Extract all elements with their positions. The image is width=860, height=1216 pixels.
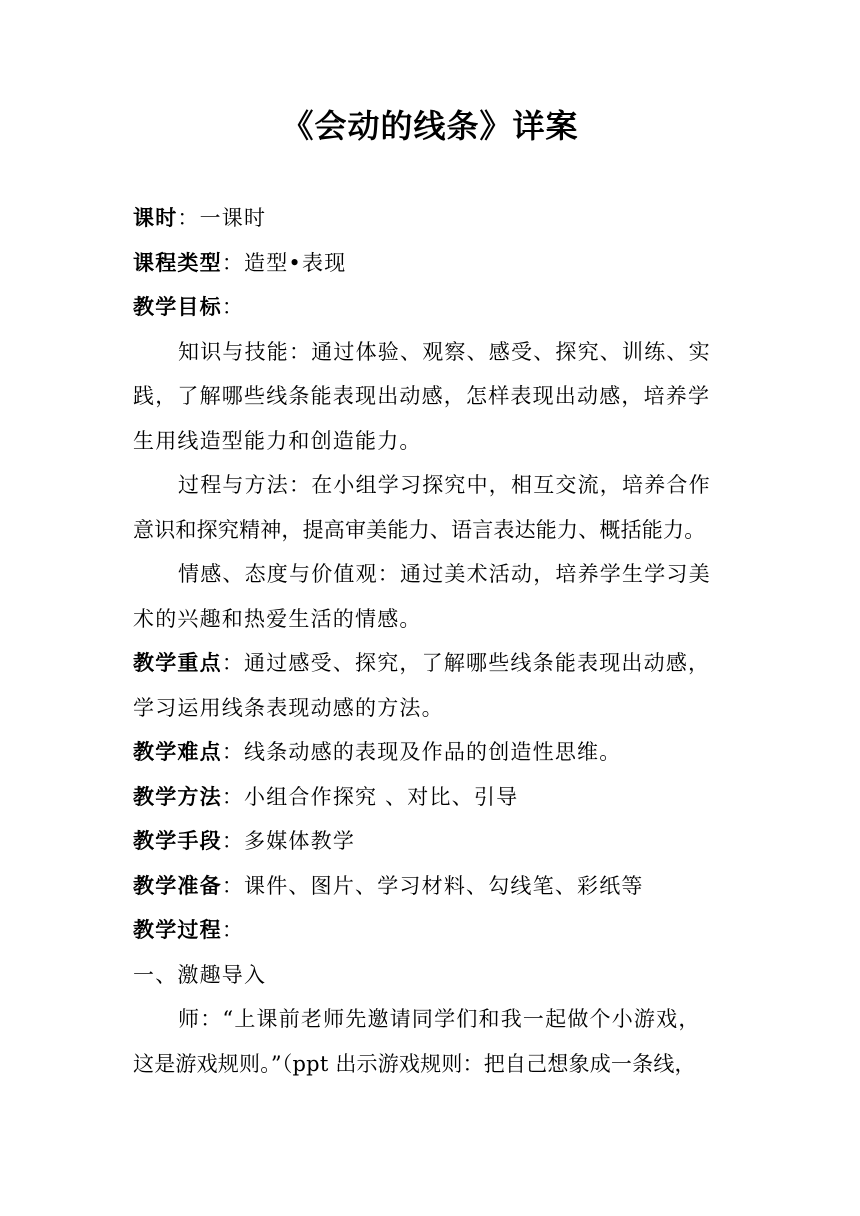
means-row <box>133 819 733 864</box>
lesson-hours-label: 课时 <box>133 205 178 230</box>
means-label: 教学手段 <box>133 828 222 853</box>
document-title: 《会动的线条》详案 <box>281 107 579 145</box>
objectives-heading-row <box>133 285 733 330</box>
objective-knowledge-line-3: 生用线造型能力和创造能力。 <box>133 428 422 453</box>
preparation-label: 教学准备 <box>133 872 222 898</box>
course-type-value: 造型•表现 <box>244 250 347 275</box>
course-type-row <box>133 241 733 286</box>
difficulties-row <box>133 730 733 775</box>
key-points-value-1: 通过感受、探究，了解哪些线条能表现出动感， <box>244 651 711 675</box>
lesson-hours-sep: ： <box>177 206 200 230</box>
difficulties-sep: ： <box>221 740 245 764</box>
objective-knowledge-line-1 <box>133 330 733 375</box>
objective-process-text-1: 过程与方法：在小组学习探究中，相互交流，培养合作 <box>178 473 711 497</box>
course-type-sep: ： <box>221 250 245 275</box>
key-points-sep: ： <box>221 651 245 675</box>
course-type-label: 课程类型 <box>133 249 222 275</box>
document-body <box>133 196 733 1086</box>
objective-emotion-line-2: 术的兴趣和热爱生活的情感。 <box>133 606 422 631</box>
preparation-value: 课件、图片、学习材料、勾线笔、彩纸等 <box>244 873 644 898</box>
methods-sep: ： <box>221 784 245 809</box>
objective-knowledge-text-1: 知识与技能：通过体验、观察、感受、探究、训练、实 <box>178 339 711 364</box>
means-value: 多媒体教学 <box>244 829 356 853</box>
key-points-label: 教学重点 <box>133 650 222 675</box>
section1-text-1: 师：“上课前老师先邀请同学们和我一起做个小游戏， <box>178 1007 701 1031</box>
process-sep: ： <box>221 918 245 942</box>
objective-emotion-line-1 <box>133 552 733 597</box>
methods-row <box>133 775 733 820</box>
methods-label: 教学方法 <box>133 783 222 809</box>
objectives-label: 教学目标 <box>133 294 222 319</box>
lesson-hours-row <box>133 196 733 241</box>
section1-line-2: 这是游戏规则。”（ppt 出示游戏规则：把自己想象成一条线， <box>133 1051 696 1076</box>
difficulties-value: 线条动感的表现及作品的创造性思维。 <box>244 740 622 764</box>
objective-process-line-1 <box>133 463 733 508</box>
objectives-sep: ： <box>221 295 245 319</box>
key-points-row <box>133 641 733 686</box>
preparation-sep: ： <box>221 873 245 898</box>
means-sep: ： <box>221 829 245 853</box>
preparation-row <box>133 864 733 909</box>
section1-heading: 一、激趣导入 <box>133 962 267 987</box>
key-points-value-2: 学习运用线条表现动感的方法。 <box>133 695 444 720</box>
objective-knowledge-line-2: 践，了解哪些线条能表现出动感，怎样表现出动感，培养学 <box>133 384 711 408</box>
objective-process-line-2: 意识和探究精神，提高审美能力、语言表达能力、概括能力。 <box>133 517 706 542</box>
objective-emotion-text-1: 情感、态度与价值观：通过美术活动，培养学生学习美 <box>178 562 711 586</box>
process-label: 教学过程 <box>133 917 222 942</box>
lesson-hours-value: 一课时 <box>199 206 267 230</box>
section1-line-1 <box>133 997 733 1042</box>
difficulties-label: 教学难点 <box>133 739 222 764</box>
methods-value: 小组合作探究 、对比、引导 <box>244 784 519 809</box>
process-heading-row <box>133 908 733 953</box>
